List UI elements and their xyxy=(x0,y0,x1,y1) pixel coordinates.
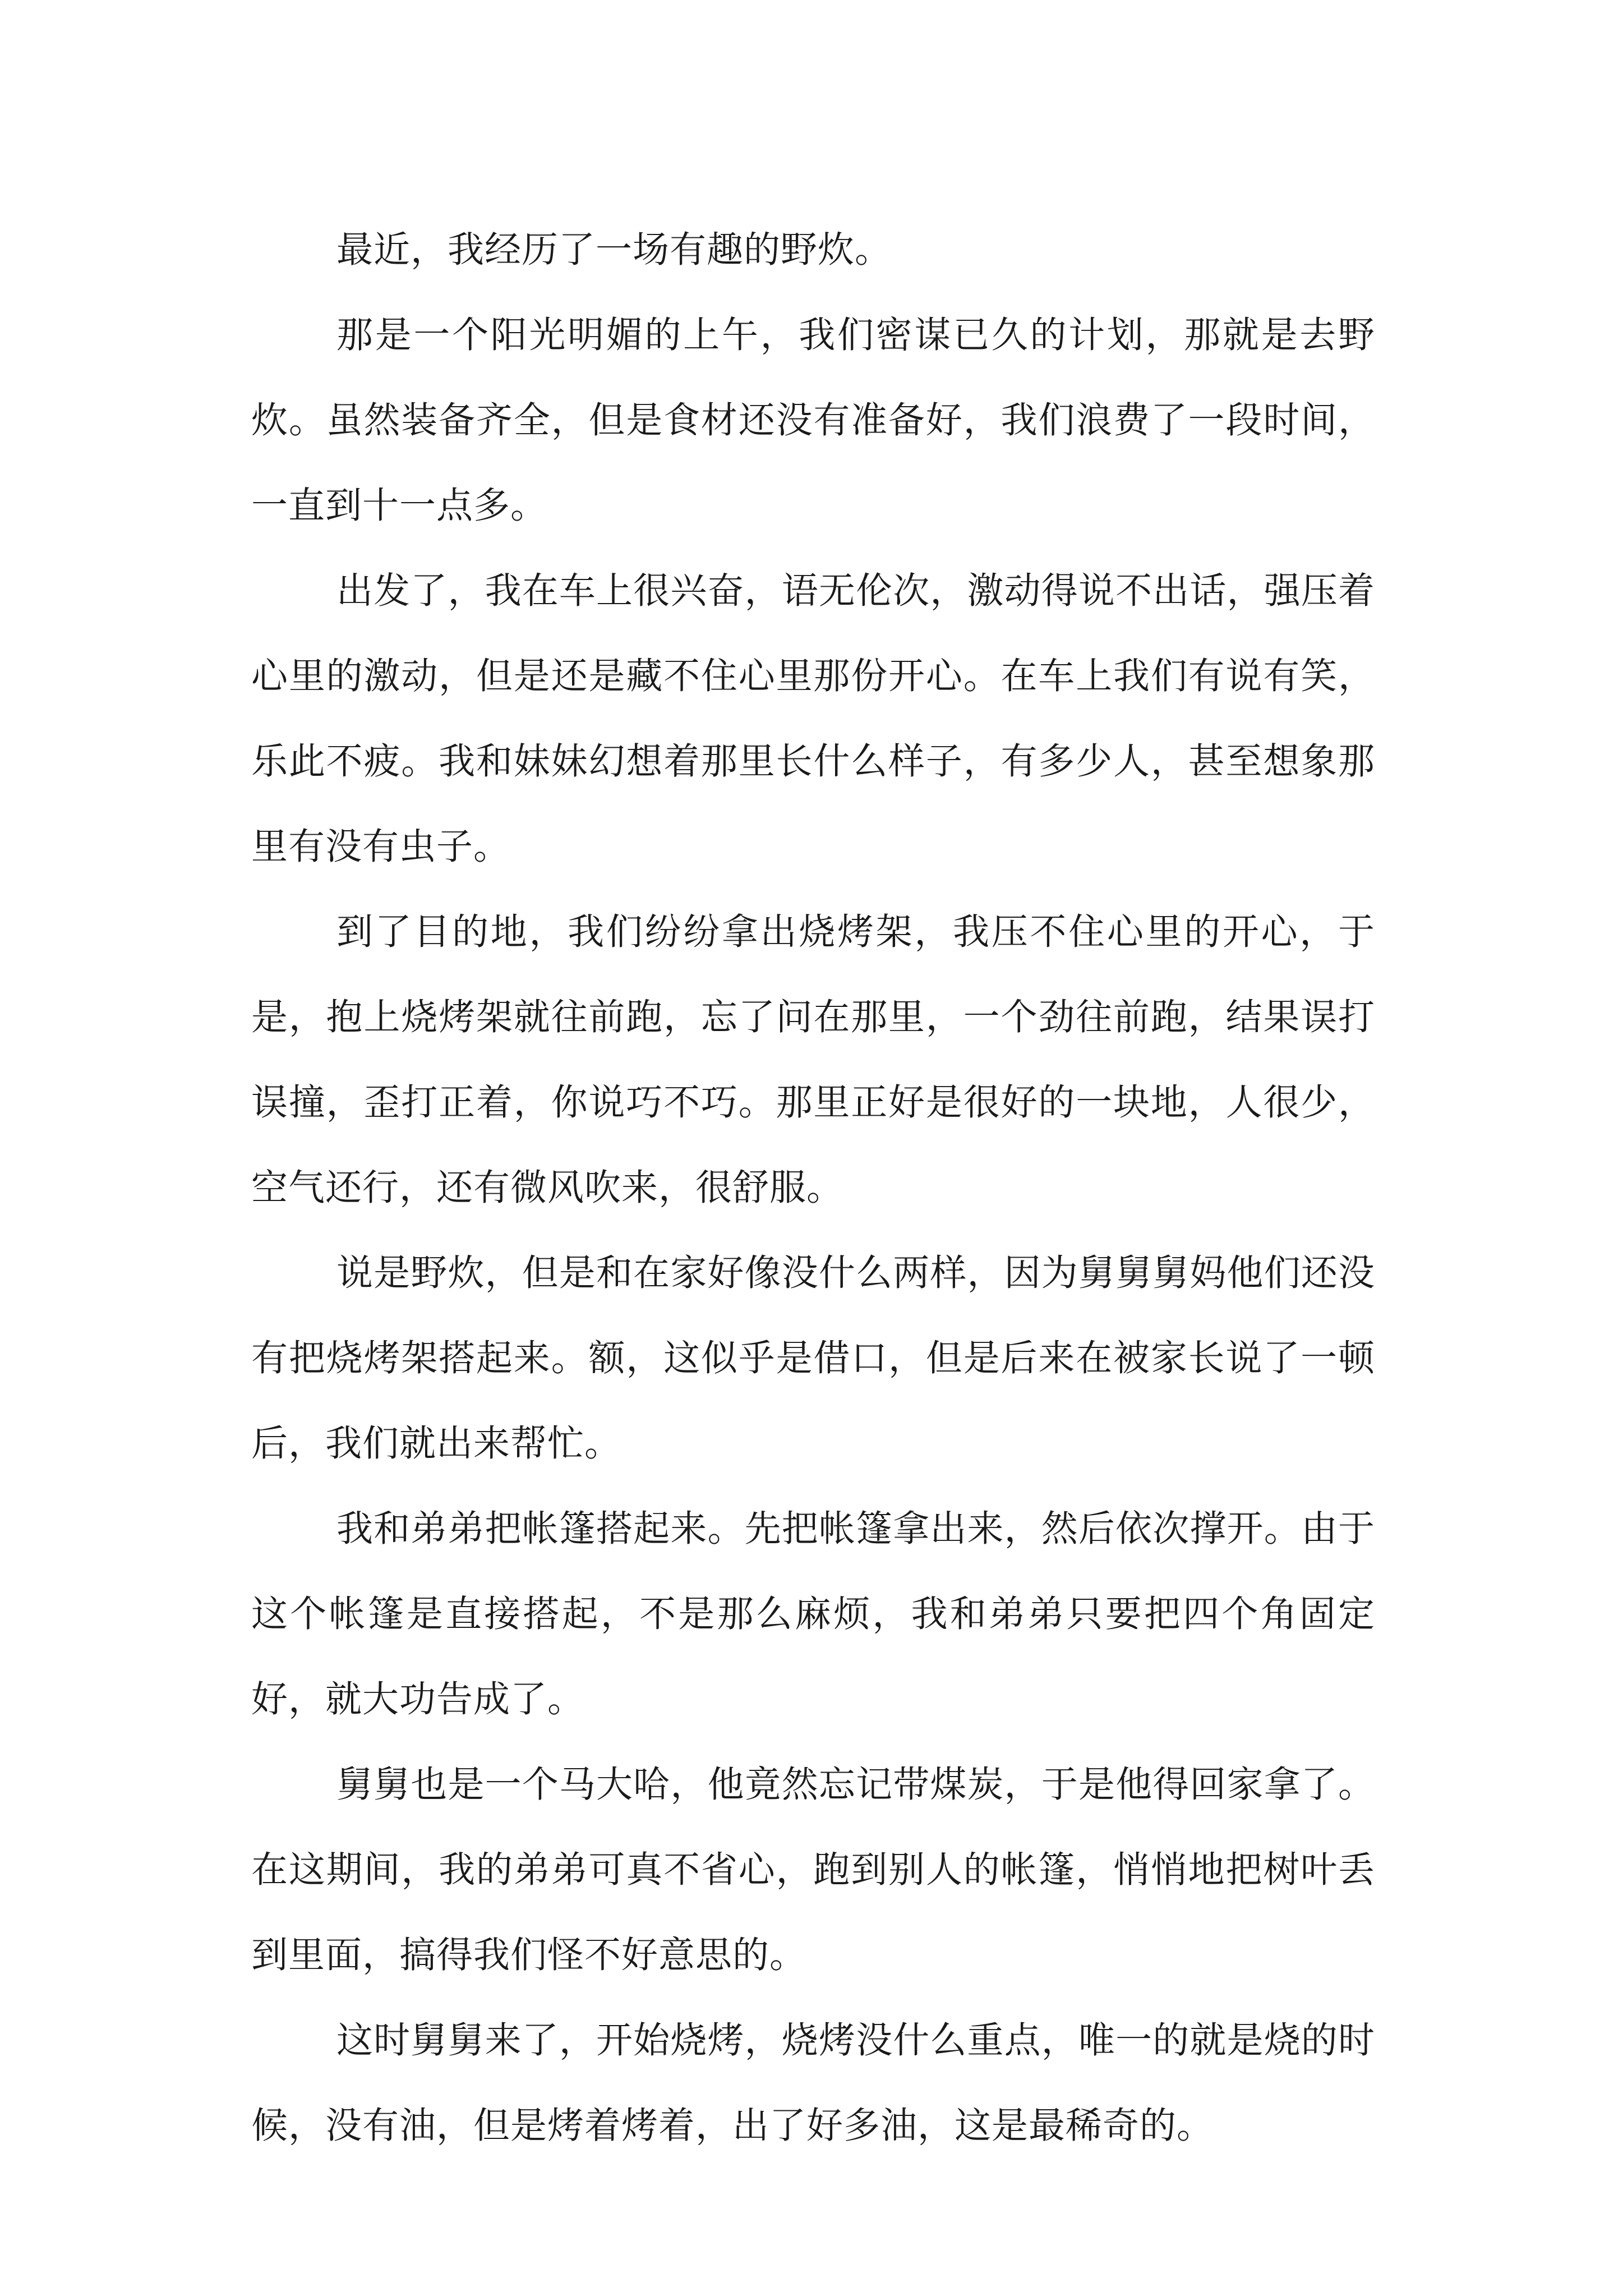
paragraph: 说是野炊，但是和在家好像没什么两样，因为舅舅舅妈他们还没有把烧烤架搭起来。额，这似乎是借口，但是后来在被家长说了一顿后，我们就出来帮忙。 xyxy=(251,1252,1375,1465)
paragraph: 出发了，我在车上很兴奋，语无伦次，激动得说不出话，强压着心里的激动，但是还是藏不住心里那份开心。在车上我们有说有笑，乐此不疲。我和妹妹幻想着那里长什么样子，有多少人，甚至想象那里有没有虫子。 xyxy=(251,570,1375,868)
paragraph: 舅舅也是一个马大哈，他竟然忘记带煤炭，于是他得回家拿了。在这期间，我的弟弟可真不省心，跑到别人的帐篷，悄悄地把树叶丢到里面，搞得我们怪不好意思的。 xyxy=(251,1764,1375,1976)
paragraph: 这时舅舅来了，开始烧烤，烧烤没什么重点，唯一的就是烧的时候，没有油，但是烤着烤着，出了好多油，这是最稀奇的。 xyxy=(251,2019,1375,2147)
paragraph: 最近，我经历了一场有趣的野炊。 xyxy=(336,229,892,271)
paragraph: 那是一个阳光明媚的上午，我们密谋已久的计划，那就是去野炊。虽然装备齐全，但是食材还没有准备好，我们浪费了一段时间，一直到十一点多。 xyxy=(251,314,1375,527)
paragraph: 到了目的地，我们纷纷拿出烧烤架，我压不住心里的开心，于是，抱上烧烤架就往前跑，忘了问在那里，一个劲往前跑，结果误打误撞，歪打正着，你说巧不巧。那里正好是很好的一块地，人很少，空气还行，还有微风吹来，很舒服。 xyxy=(251,911,1375,1209)
paragraph: 我和弟弟把帐篷搭起来。先把帐篷拿出来，然后依次撑开。由于这个帐篷是直接搭起，不是那么麻烦，我和弟弟只要把四个角固定好，就大功告成了。 xyxy=(251,1508,1375,1720)
document-body xyxy=(251,208,1375,2169)
